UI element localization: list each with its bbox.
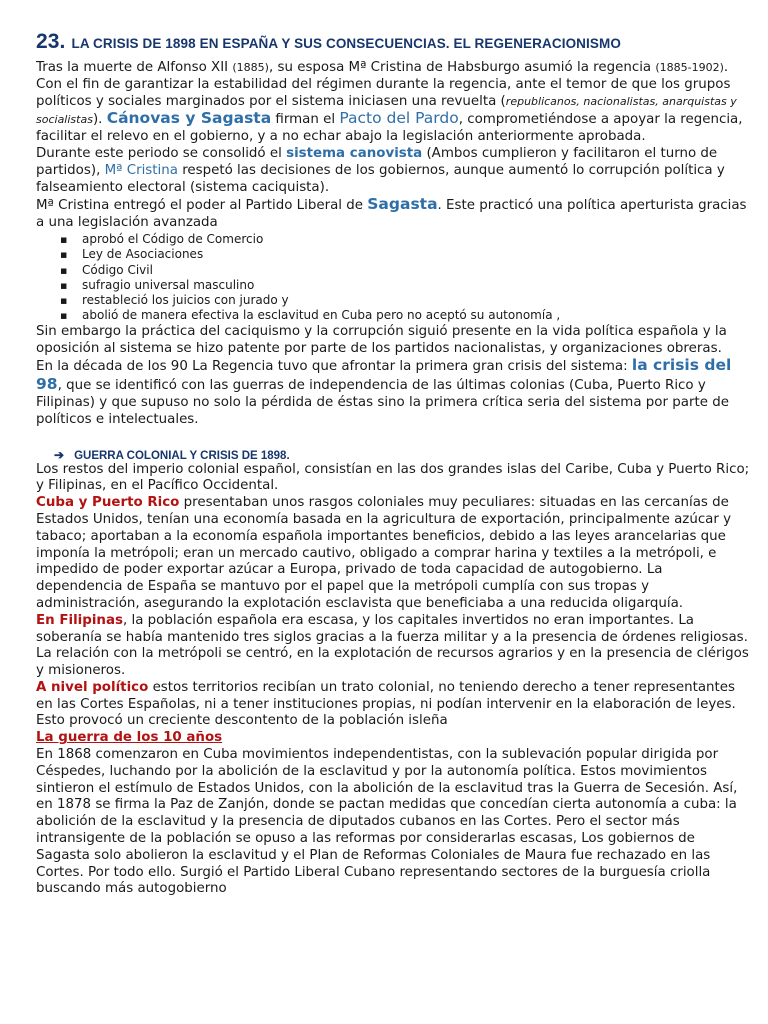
paragraph-guerra-10-anos: En 1868 comenzaron en Cuba movimientos independentistas, con la sublevación popular dirigida por Céspedes, luchando por la abolición de la esclavitud y por la autonomía política. Estos movimientos sintieron el estímulo de Estados Unidos, con la abolición de la esclavitud tras la Guerra de Secesión. Así, en 1878 se firma la Paz de Zanjón, donde se pactan medidas que concedían cierta autonomía a cuba: la abolición de la esclavitud y la presencia de diputados cubanos en las Cortes. Pero el sector más intransigente de la población se opuso a las reformas por considerarlas escasas, Los gobiernos de Sagasta solo abolieron la esclavitud y el Plan de Reformas Coloniales de Maura fue rechazado en las Cortes. Por todo ello. Surgió el Partido Liberal Cubano representando sectores de la burguesía criolla buscando más autogobierno bbox=[36, 747, 738, 897]
paragraph-caciquismo: Sin embargo la práctica del caciquismo y la corrupción siguió presente en la vida política española y la oposición al sistema se hizo patente por parte de los partidos nacionalistas, y organizaciones obreras. bbox=[36, 323, 727, 356]
highlight-maria-cristina: Mª Cristina bbox=[104, 162, 178, 178]
intro-paragraph bbox=[36, 60, 752, 146]
paragraph-nivel-politico bbox=[36, 680, 752, 730]
list-item: ▪ restableció los juicios con jurado y bbox=[82, 293, 752, 308]
highlight-nivel-politico: A nivel político bbox=[36, 679, 149, 695]
section-heading-text: GUERRA COLONIAL Y CRISIS DE 1898. bbox=[74, 449, 290, 462]
highlight-crisis-98: la crisis del 98 bbox=[36, 356, 732, 394]
paragraph-sistema-canovista bbox=[36, 146, 752, 196]
paragraph-imperio-colonial: Los restos del imperio colonial español, consistían en las dos grandes islas del Caribe, Cuba y Puerto Rico; y Filipinas, en el Pacífico Occidental. bbox=[36, 461, 750, 494]
text-run: Tras la muerte de Alfonso XII bbox=[36, 60, 233, 75]
list-item: ▪ Código Civil bbox=[82, 263, 752, 278]
highlight-cuba-puerto-rico: Cuba y Puerto Rico bbox=[36, 495, 180, 511]
section-heading bbox=[54, 448, 752, 462]
date-note: (1885) bbox=[232, 61, 269, 74]
text-run: , su esposa Mª Cristina de Habsburgo asumió la regencia bbox=[268, 60, 656, 75]
arrow-right-icon: ➔ bbox=[54, 447, 65, 462]
list-item: ▪ sufragio universal masculino bbox=[82, 278, 752, 293]
groups-note: republicanos, nacionalistas, anarquistas y socialistas bbox=[36, 94, 737, 127]
paragraph-crisis-98 bbox=[36, 357, 752, 428]
text-run: Mª Cristina entregó el poder al Partido Liberal de bbox=[36, 198, 368, 214]
document-title bbox=[36, 30, 752, 54]
text-run: firman el bbox=[271, 112, 340, 128]
subheading-guerra-10-anos bbox=[36, 730, 752, 747]
text-run: . Este practicó una política aperturista gracias a una legislación avanzada bbox=[36, 198, 747, 231]
list-item: ▪ aprobó el Código de Comercio bbox=[82, 232, 752, 247]
highlight-sistema-canovista: sistema canovista bbox=[286, 145, 423, 161]
document-page bbox=[36, 30, 752, 898]
subheading-text: La guerra de los 10 años bbox=[36, 730, 223, 746]
list-item: ▪ Ley de Asociaciones bbox=[82, 247, 752, 262]
highlight-sagasta: Sagasta bbox=[367, 195, 438, 214]
text-run: . Con el fin de garantizar la estabilidad del régimen durante la regencia, ante el temor de que los grupos políticos y sociales marginados por el sistema iniciasen una revuelta ( bbox=[36, 60, 731, 109]
text-run: presentaban unos rasgos coloniales muy peculiares: situadas en las cercanías de Estados Unidos, tenían una economía basada en la agricultura de exportación, principalmente azúcar y tabaco; aportaban a la economía española importantes beneficios, debido a las leyes arancelarias que imponía la metrópoli; eran un mercado cautivo, obligado a comprar harina y textiles a la metrópoli, e impedido de poder exportar azúcar a Europa, privado de toda capacidad de autogobierno. La dependencia de España se mantuvo por el papel que la metrópoli cumplía con sus tropas y administración, asegurando la explotación esclavista que beneficiaba a una reducida oligarquía. bbox=[36, 495, 732, 611]
title-text: LA CRISIS DE 1898 EN ESPAÑA Y SUS CONSECUENCIAS. EL REGENERACIONISMO bbox=[71, 36, 621, 51]
text-run: En la década de los 90 La Regencia tuvo que afrontar la primera gran crisis del sistema: bbox=[36, 359, 632, 375]
highlight-pacto-pardo: Pacto del Pardo bbox=[339, 109, 459, 128]
highlight-canovas-sagasta: Cánovas y Sagasta bbox=[106, 109, 272, 128]
title-number: 23. bbox=[36, 30, 66, 53]
text-run: , que se identificó con las guerras de independencia de las últimas colonias (Cuba, Puerto Rico y Filipinas) y que supuso no solo la pérdida de éstas sino la primera crítica seria del sistema por parte de políticos e intelectuales. bbox=[36, 378, 729, 427]
text-run: Durante este periodo se consolidó el bbox=[36, 145, 287, 161]
date-note: (1885-1902) bbox=[655, 61, 724, 74]
highlight-filipinas: En Filipinas bbox=[36, 612, 123, 628]
text-run: respetó las decisiones de los gobiernos, aunque aumentó lo corrupción política y falseamiento electoral (sistema caciquista). bbox=[36, 162, 725, 195]
text-run: (Ambos cumplieron y facilitaron el turno de partidos), bbox=[36, 145, 718, 178]
text-run: , la población española era escasa, y los capitales invertidos no eran importantes. La soberanía se había mantenido tres siglos gracias a la fuerza militar y a la presencia de órdenes religiosas. La relación con la metrópoli se centró, en la explotación de recursos agrarios y en la presencia de clérigos y misioneros. bbox=[36, 612, 749, 679]
text-run: ). bbox=[92, 112, 107, 128]
reforms-list bbox=[36, 232, 752, 324]
text-run: estos territorios recibían un trato colonial, no teniendo derecho a tener representantes en las Cortes Españolas, ni a tener instituciones propias, ni podían intervenir en la elaboración de leyes. Esto provocó un creciente descontento de la población isleña bbox=[36, 679, 736, 729]
paragraph-sagasta bbox=[36, 196, 752, 232]
list-item: ▪ abolió de manera efectiva la esclavitud en Cuba pero no aceptó su autonomía , bbox=[82, 308, 752, 323]
paragraph-filipinas bbox=[36, 613, 752, 680]
text-run: , comprometiéndose a apoyar la regencia, facilitar el relevo en el gobierno, y a no echar abajo la legislación anteriormente aprobada. bbox=[36, 112, 743, 145]
paragraph-cuba-puerto-rico bbox=[36, 495, 752, 613]
